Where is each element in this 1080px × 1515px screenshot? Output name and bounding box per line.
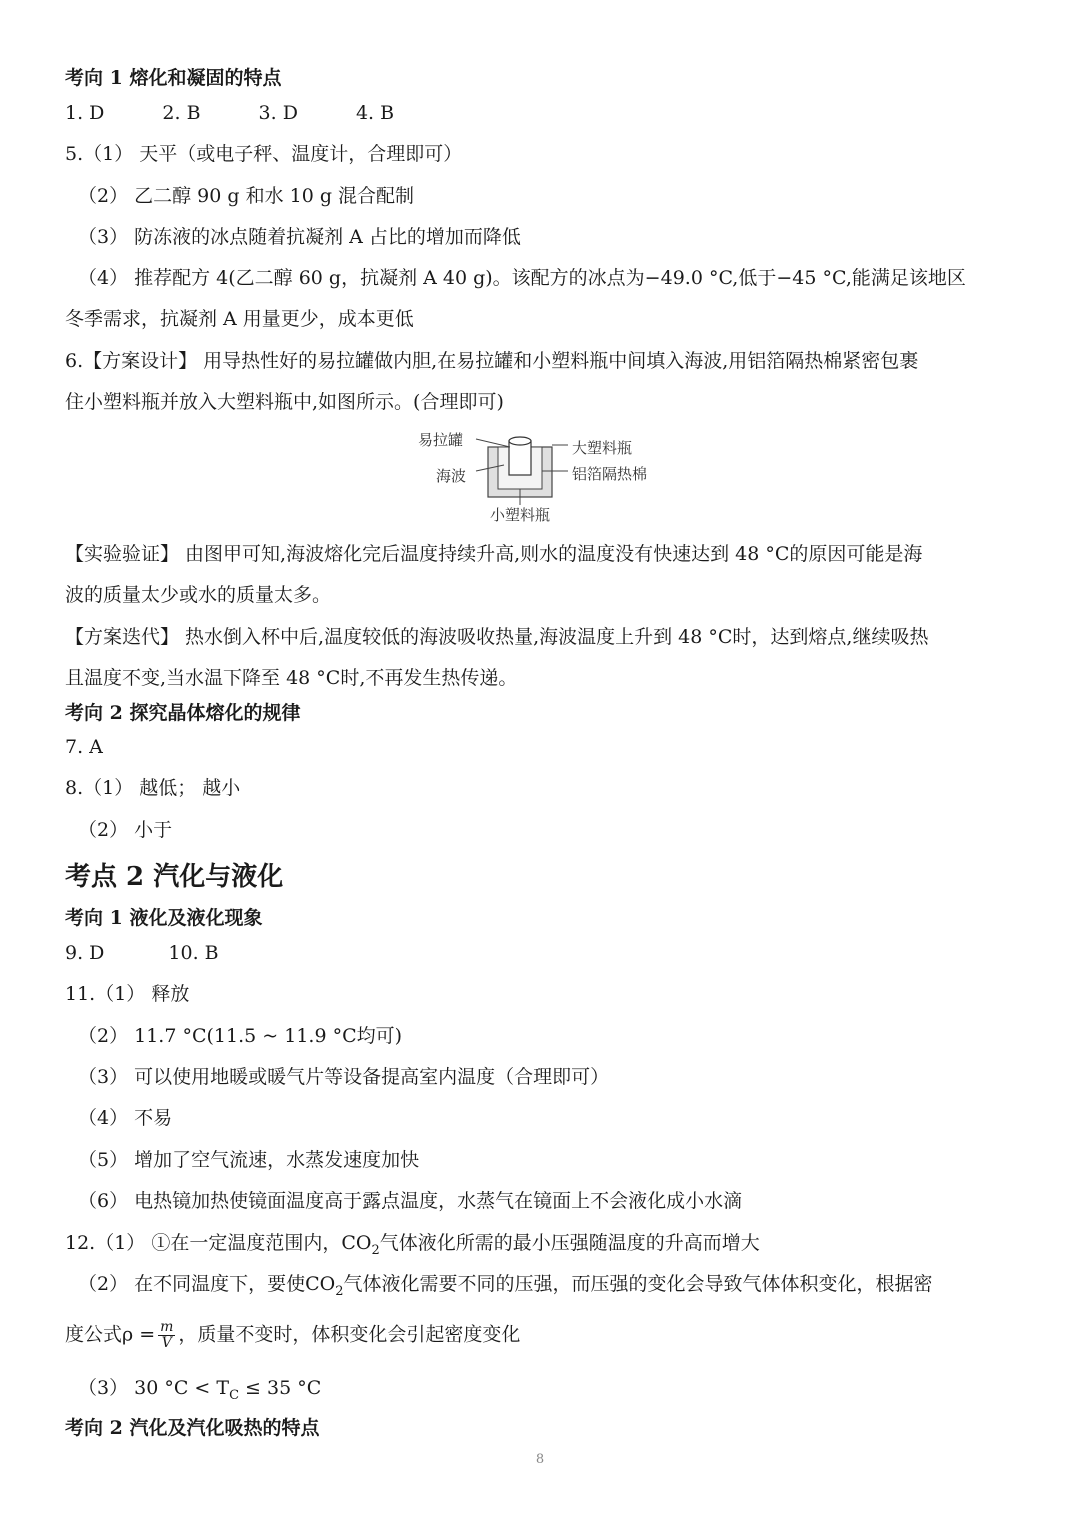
- answer-2: 2. B: [162, 102, 201, 124]
- q8-line-2: （2） 小于: [78, 819, 173, 841]
- q8-line-1: 8.（1） 越低； 越小: [65, 777, 241, 799]
- q6-line-4: 波的质量太少或水的质量太多。: [65, 584, 332, 606]
- subscript: 2: [335, 1283, 344, 1299]
- q5-line-5: 冬季需求，抗凝剂 A 用量更少，成本更低: [65, 308, 414, 330]
- can-body: [509, 441, 531, 475]
- q5-line-3: （3） 防冻液的冰点随着抗凝剂 A 占比的增加而降低: [78, 226, 521, 248]
- section-heading: 考向 2 汽化及汽化吸热的特点: [65, 1417, 320, 1439]
- q11-line-6: （6） 电热镜加热使镜面温度高于露点温度，水蒸气在镜面上不会液化成小水滴: [78, 1190, 743, 1212]
- chapter-heading: 考点 2 汽化与液化: [65, 862, 284, 892]
- q5-line-2: （2） 乙二醇 90 g 和水 10 g 混合配制: [78, 185, 415, 207]
- q12-text: 气体液化所需的最小压强随温度的升高而增大: [379, 1232, 760, 1254]
- page-number: 8: [535, 1452, 545, 1467]
- q12-text: 12.（1） ①在一定温度范围内，CO: [65, 1232, 372, 1254]
- q12-text: （2） 在不同温度下，要使CO: [78, 1273, 336, 1295]
- section-heading: 考向 1 熔化和凝固的特点: [65, 67, 282, 89]
- q5-line-1: 5.（1） 天平（或电子秤、温度计，合理即可）: [65, 143, 463, 165]
- q5-line-4: （4） 推荐配方 4(乙二醇 60 g，抗凝剂 A 40 g)。该配方的冰点为−49.0 °C,低于−45 °C,能满足该地区: [78, 267, 966, 289]
- label-small-bottle: 小塑料瓶: [490, 506, 551, 524]
- q6-line-1: 6.【方案设计】 用导热性好的易拉罐做内胆,在易拉罐和小塑料瓶中间填入海波,用铝箔隔热棉紧密包裹: [65, 350, 919, 372]
- answer-1: 1. D: [65, 102, 105, 124]
- answer-row-9-10: [65, 941, 219, 965]
- label-large-bottle: 大塑料瓶: [572, 439, 633, 457]
- q12-text: ，质量不变时，体积变化会引起密度变化: [178, 1323, 521, 1346]
- q11-line-3: （3） 可以使用地暖或暖气片等设备提高室内温度（合理即可）: [78, 1066, 610, 1088]
- subscript: C: [229, 1387, 240, 1403]
- q6-line-2: 住小塑料瓶并放入大塑料瓶中,如图所示。(合理即可): [65, 391, 504, 413]
- q12-line-2: [78, 1272, 933, 1304]
- q11-line-5: （5） 增加了空气流速，水蒸发速度加快: [78, 1149, 420, 1171]
- q11-line-2: （2） 11.7 °C(11.5 ~ 11.9 °C均可): [78, 1025, 403, 1047]
- answer-3: 3. D: [258, 102, 298, 124]
- subscript: 2: [371, 1242, 380, 1258]
- section-heading: 考向 2 探究晶体熔化的规律: [65, 702, 301, 724]
- answer-7: 7. A: [65, 736, 103, 758]
- can-top: [509, 437, 531, 445]
- q6-line-3: 【实验验证】 由图甲可知,海波熔化完后温度持续升高,则水的温度没有快速达到 48 °C的原因可能是海: [65, 543, 923, 565]
- q6-line-6: 且温度不变,当水温下降至 48 °C时,不再发生热传递。: [65, 667, 518, 689]
- q12-text: （3） 30 °C < T: [78, 1377, 230, 1399]
- numerator: m: [160, 1319, 174, 1335]
- q6-line-5: 【方案迭代】 热水倒入杯中后,温度较低的海波吸收热量,海波温度上升到 48 °C时，达到熔点,继续吸热: [65, 626, 929, 648]
- answer-row-1-4: [65, 101, 412, 125]
- q12-line-3: [65, 1320, 520, 1351]
- answer-9: 9. D: [65, 942, 105, 964]
- label-can: 易拉罐: [418, 431, 464, 449]
- q12-line-4: [78, 1376, 321, 1408]
- q12-text: 度公式ρ =: [65, 1323, 156, 1346]
- q12-text: 气体液化需要不同的压强，而压强的变化会导致气体体积变化，根据密: [343, 1273, 933, 1295]
- q12-line-1: [65, 1231, 760, 1263]
- denominator: V: [161, 1335, 172, 1351]
- label-sodium-thiosulfate: 海波: [436, 467, 467, 485]
- answer-4: 4. B: [355, 102, 395, 124]
- thermos-diagram: [400, 425, 680, 527]
- q11-line-4: （4） 不易: [78, 1107, 173, 1129]
- q11-line-1: 11.（1） 释放: [65, 983, 190, 1005]
- section-heading: 考向 1 液化及液化现象: [65, 907, 263, 929]
- density-fraction: [158, 1320, 175, 1351]
- answer-10: 10. B: [168, 942, 219, 964]
- q12-text: ≤ 35 °C: [239, 1377, 322, 1399]
- label-insulation: 铝箔隔热棉: [572, 465, 648, 483]
